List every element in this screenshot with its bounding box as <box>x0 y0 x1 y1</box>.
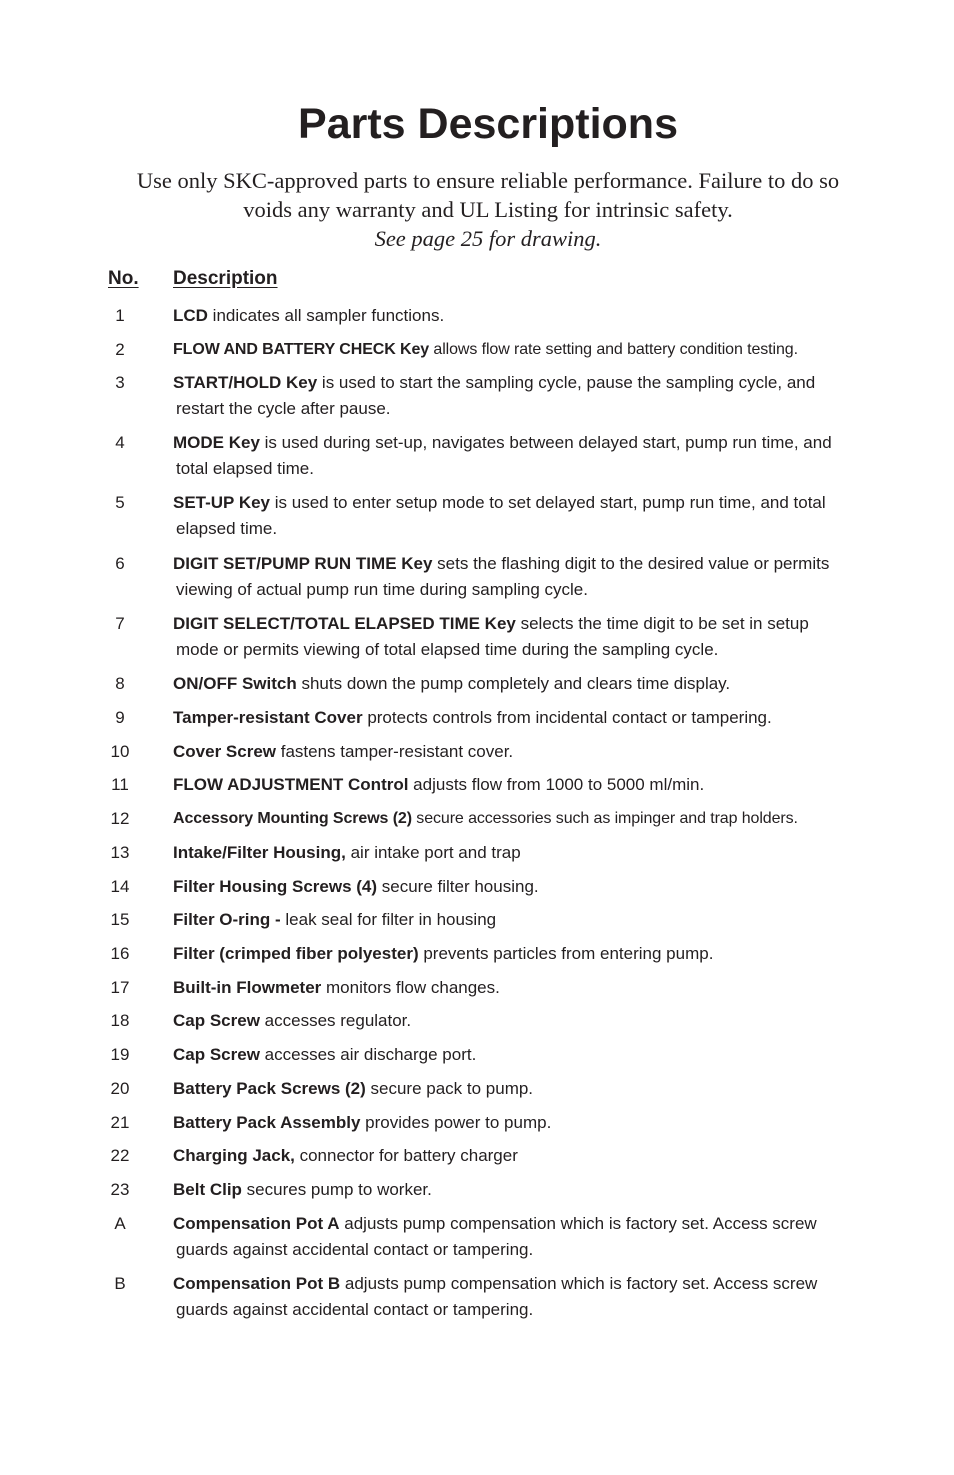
part-description <box>173 1177 873 1203</box>
part-number: 18 <box>110 1011 130 1030</box>
part-name: Belt Clip <box>173 1180 242 1199</box>
part-name: START/HOLD Key <box>173 373 318 392</box>
part-desc-text: indicates all sampler functions. <box>207 306 445 325</box>
part-number: 2 <box>115 340 125 359</box>
part-number: 20 <box>110 1079 130 1098</box>
part-name: DIGIT SELECT/TOTAL ELAPSED TIME Key <box>173 614 516 633</box>
page-title: Parts Descriptions <box>298 100 678 148</box>
part-desc-text: monitors flow changes. <box>321 978 500 997</box>
intro-line-2: voids any warranty and UL Listing for intrinsic safety. <box>243 197 733 222</box>
part-number: 6 <box>115 554 125 573</box>
part-description <box>173 1143 873 1169</box>
part-number: B <box>114 1274 126 1293</box>
part-number: 11 <box>111 775 129 794</box>
part-description <box>173 1211 873 1263</box>
part-number: 9 <box>115 708 125 727</box>
part-description <box>173 1110 873 1136</box>
part-name: MODE Key <box>173 433 260 452</box>
part-desc-text: adjusts flow from 1000 to 5000 ml/min. <box>408 775 705 794</box>
part-number: 5 <box>115 493 125 512</box>
part-number: 15 <box>110 910 130 929</box>
part-description <box>173 1076 873 1102</box>
part-name: FLOW AND BATTERY CHECK Key <box>173 341 430 358</box>
part-desc-text: protects controls from incidental contact or tampering. <box>362 708 772 727</box>
part-number: A <box>114 1214 126 1233</box>
part-description <box>173 840 873 866</box>
part-number: 1 <box>115 306 125 325</box>
part-name: Accessory Mounting Screws (2) <box>173 810 412 827</box>
part-desc-text: adjusts pump compensation which is factory set. Access screw <box>340 1274 818 1293</box>
intro-line-1: Use only SKC-approved parts to ensure reliable performance. Failure to do so <box>136 168 840 193</box>
part-description <box>173 739 873 765</box>
part-desc-text: provides power to pump. <box>360 1113 552 1132</box>
part-description <box>173 490 873 542</box>
column-header-description: Description <box>173 268 278 289</box>
part-number: 14 <box>110 877 130 896</box>
part-desc-text: is used to start the sampling cycle, pause the sampling cycle, and <box>317 373 816 392</box>
column-header-no: No. <box>108 268 139 289</box>
part-description <box>173 671 873 697</box>
part-description <box>173 551 873 603</box>
part-desc-text: is used to enter setup mode to set delayed start, pump run time, and total <box>270 493 826 512</box>
part-number: 16 <box>110 944 130 963</box>
part-desc-continuation: elapsed time. <box>176 519 278 538</box>
part-number: 8 <box>115 674 125 693</box>
part-desc-text: adjusts pump compensation which is factory set. Access screw <box>339 1214 817 1233</box>
part-description <box>173 337 873 363</box>
part-number: 17 <box>110 978 130 997</box>
drawing-reference: See page 25 for drawing. <box>374 226 602 251</box>
part-desc-text: secure accessories such as impinger and trap holders. <box>411 810 798 827</box>
part-description <box>173 1271 873 1323</box>
part-number: 23 <box>110 1180 130 1199</box>
part-desc-text: prevents particles from entering pump. <box>418 944 714 963</box>
part-number: 4 <box>115 433 125 452</box>
part-description <box>173 1042 873 1068</box>
part-description <box>173 907 873 933</box>
part-name: Filter (crimped fiber polyester) <box>173 944 419 963</box>
part-number: 19 <box>110 1045 130 1064</box>
part-description <box>173 941 873 967</box>
part-desc-text: secure pack to pump. <box>365 1079 534 1098</box>
part-desc-text: sets the flashing digit to the desired value or permits <box>432 554 830 573</box>
part-name: DIGIT SET/PUMP RUN TIME Key <box>173 554 433 573</box>
part-name: Intake/Filter Housing, <box>173 843 346 862</box>
part-desc-continuation: guards against accidental contact or tampering. <box>176 1300 534 1319</box>
part-desc-text: is used during set-up, navigates between delayed start, pump run time, and <box>259 433 832 452</box>
part-desc-continuation: total elapsed time. <box>176 459 314 478</box>
part-desc-text: air intake port and trap <box>345 843 521 862</box>
part-desc-continuation: guards against accidental contact or tampering. <box>176 1240 534 1259</box>
part-description <box>173 806 873 832</box>
part-desc-text: secure filter housing. <box>377 877 539 896</box>
part-name: Battery Pack Assembly <box>173 1113 361 1132</box>
part-name: Cap Screw <box>173 1011 260 1030</box>
part-number: 21 <box>110 1113 130 1132</box>
part-number: 3 <box>115 373 125 392</box>
part-desc-text: secures pump to worker. <box>241 1180 432 1199</box>
part-desc-text: leak seal for filter in housing <box>280 910 497 929</box>
part-desc-text: connector for battery charger <box>294 1146 518 1165</box>
part-name: Tamper-resistant Cover <box>173 708 363 727</box>
part-desc-continuation: mode or permits viewing of total elapsed time during the sampling cycle. <box>176 640 719 659</box>
part-name: Battery Pack Screws (2) <box>173 1079 366 1098</box>
part-name: FLOW ADJUSTMENT Control <box>173 775 409 794</box>
part-name: SET-UP Key <box>173 493 271 512</box>
part-number: 10 <box>110 742 130 761</box>
part-desc-text: accesses regulator. <box>259 1011 412 1030</box>
part-description <box>173 370 873 422</box>
part-name: Built-in Flowmeter <box>173 978 322 997</box>
part-number: 22 <box>110 1146 130 1165</box>
part-name: LCD <box>173 306 208 325</box>
part-name: Compensation Pot B <box>173 1274 341 1293</box>
part-name: Charging Jack, <box>173 1146 295 1165</box>
part-desc-text: allows flow rate setting and battery condition testing. <box>429 341 798 358</box>
part-description <box>173 772 873 798</box>
part-desc-text: selects the time digit to be set in setup <box>515 614 809 633</box>
part-desc-continuation: restart the cycle after pause. <box>176 399 391 418</box>
part-description <box>173 705 873 731</box>
part-number: 7 <box>115 614 125 633</box>
part-description <box>173 1008 873 1034</box>
part-desc-text: accesses air discharge port. <box>259 1045 477 1064</box>
part-name: Compensation Pot A <box>173 1214 340 1233</box>
part-number: 13 <box>110 843 130 862</box>
part-name: Filter Housing Screws (4) <box>173 877 378 896</box>
part-name: ON/OFF Switch <box>173 674 297 693</box>
part-desc-text: shuts down the pump completely and clears time display. <box>296 674 731 693</box>
part-description <box>173 430 873 482</box>
part-description <box>173 611 873 663</box>
part-name: Filter O-ring - <box>173 910 281 929</box>
part-number: 12 <box>110 809 130 828</box>
part-name: Cap Screw <box>173 1045 260 1064</box>
part-description <box>173 874 873 900</box>
part-name: Cover Screw <box>173 742 276 761</box>
part-desc-text: fastens tamper-resistant cover. <box>276 742 514 761</box>
part-description <box>173 975 873 1001</box>
part-description <box>173 303 873 329</box>
part-desc-continuation: viewing of actual pump run time during sampling cycle. <box>176 580 588 599</box>
